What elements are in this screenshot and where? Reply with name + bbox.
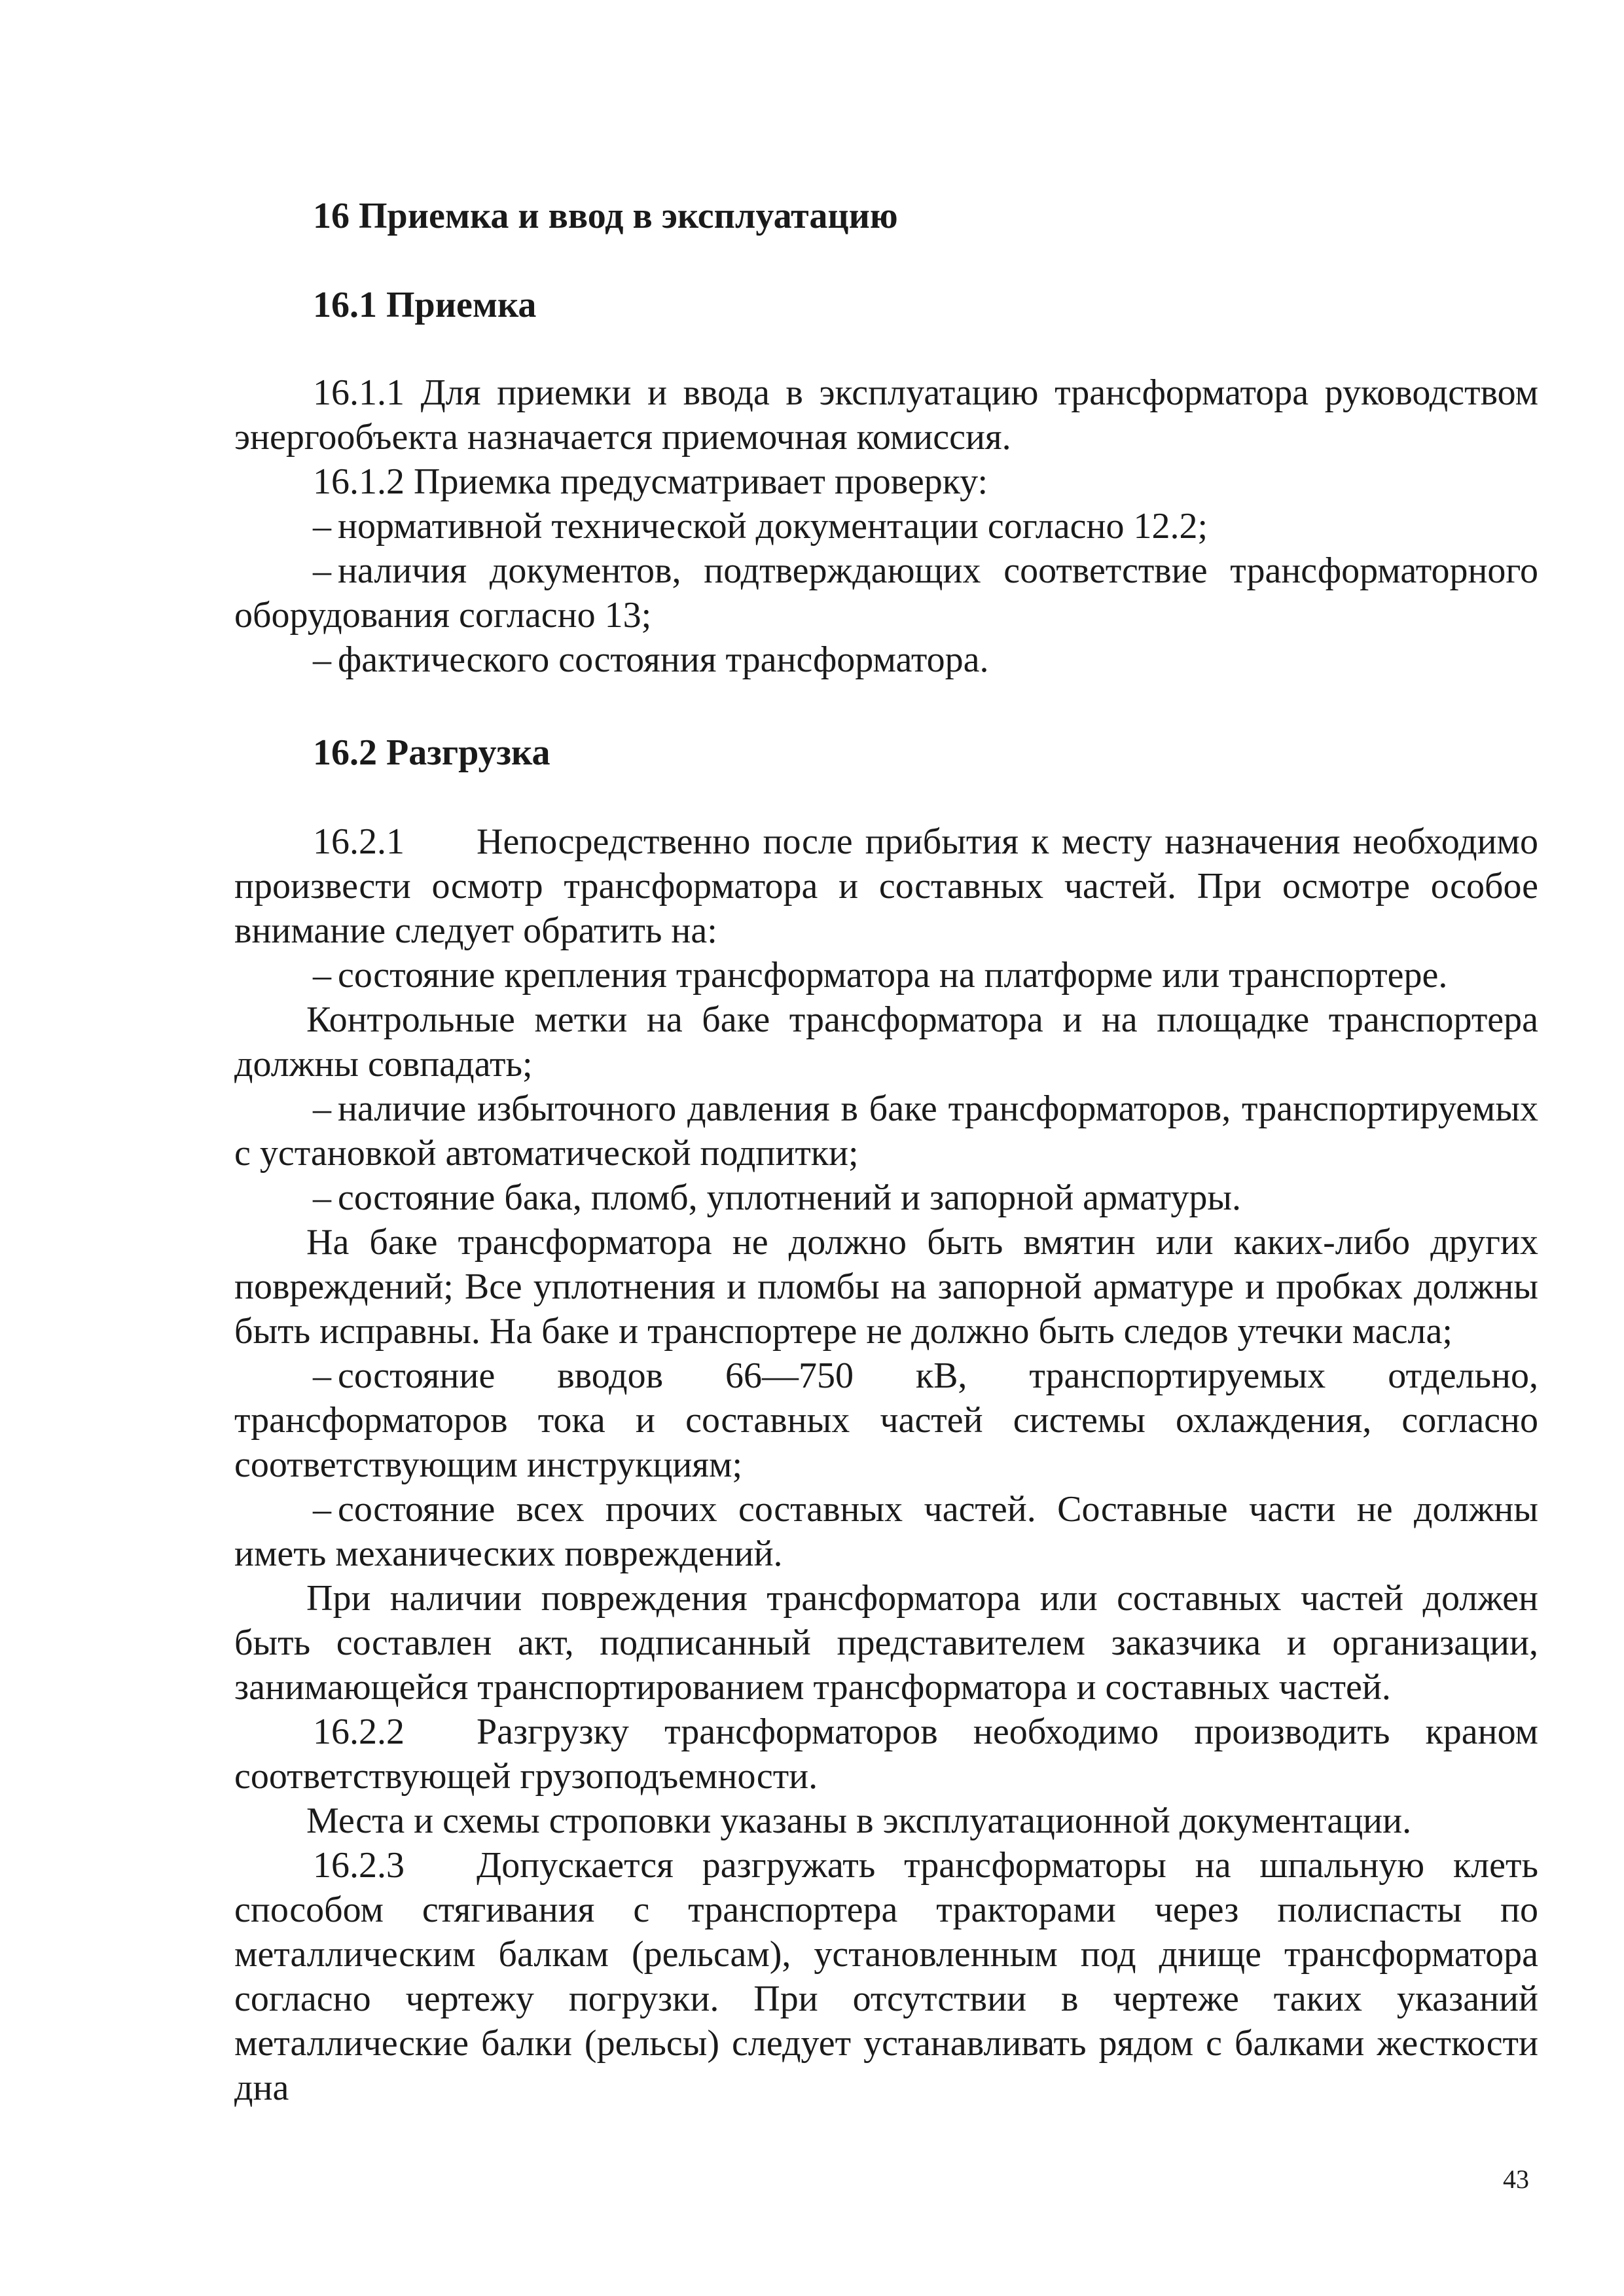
list-item xyxy=(234,1487,1538,1576)
list-item xyxy=(234,504,1538,548)
paragraph: При наличии повреждения трансформатора или составных частей должен быть составлен акт, подписанный представителем заказчика и организации, занимающейся транспортированием трансформатора и составных частей. xyxy=(234,1578,1538,1708)
paragraph: На баке трансформатора не должно быть вмятин или каких-либо других повреждений; Все уплотнения и пломбы на запорной арматуре и пробках должны быть исправны. На баке и транспортере не должно быть следов утечки масла; xyxy=(234,1222,1538,1352)
list-item xyxy=(234,548,1538,637)
section-heading: 16 Приемка и ввод в эксплуатацию xyxy=(313,196,898,236)
dash-marker: – xyxy=(313,639,331,680)
subsection-heading-unloading: 16.2 Разгрузка xyxy=(313,732,550,773)
list-item-text: фактического состояния трансформатора. xyxy=(338,639,989,680)
dash-marker: – xyxy=(313,550,331,591)
clause-number: 16.2.1 xyxy=(313,821,405,862)
dash-marker: – xyxy=(313,1088,331,1129)
list-item-text: состояние всех прочих составных частей. Составные части не должны иметь механических повреждений. xyxy=(234,1489,1538,1574)
paragraph-16-1-2 xyxy=(234,459,1538,504)
paragraph: Места и схемы строповки указаны в эксплуатационной документации. xyxy=(306,1801,1412,1841)
paragraph: Контрольные метки на баке трансформатора и на площадке транспортера должны совпадать; xyxy=(234,999,1538,1085)
list-item-text: состояние крепления трансформатора на платформе или транспортере. xyxy=(338,955,1448,996)
list-item xyxy=(234,1354,1538,1487)
paragraph-16-2-1 xyxy=(234,819,1538,953)
dash-marker: – xyxy=(313,506,331,547)
clause-text: Для приемки и ввода в эксплуатацию трансформатора руководством энергообъекта назначается приемочная комиссия. xyxy=(234,372,1539,457)
clause-text: Допускается разгружать трансформаторы на шпальную клеть способом стягивания с транспортера тракторами через полиспасты по металлическим балкам (рельсам), установленным под днище трансформатора согласно чертежу погрузки. При отсутствии в чертеже таких указаний металлические балки (рельсы) следует устанавливать рядом с балками жесткости дна xyxy=(234,1845,1538,2108)
clause-text: Разгрузку трансформаторов необходимо производить краном соответствующей грузоподъемности. xyxy=(234,1712,1538,1797)
list-item-text: нормативной технической документации согласно 12.2; xyxy=(338,506,1208,547)
subsection-heading-acceptance: 16.1 Приемка xyxy=(313,285,537,325)
acceptance-body xyxy=(234,370,1538,682)
clause-text: Приемка предусматривает проверку: xyxy=(414,461,988,502)
unloading-body xyxy=(234,819,1538,2110)
paragraph-16-2-2 xyxy=(234,1710,1538,1799)
list-item-text: наличие избыточного давления в баке трансформаторов, транспортируемых с установкой автоматической подпитки; xyxy=(234,1088,1538,1174)
dash-marker: – xyxy=(313,1355,331,1396)
clause-number: 16.2.2 xyxy=(313,1712,405,1752)
clause-number: 16.1.1 xyxy=(313,372,405,413)
list-item-text: состояние вводов 66—750 кВ, транспортируемых отдельно, трансформаторов тока и составных частей системы охлаждения, согласно соответствующим инструкциям; xyxy=(234,1355,1538,1485)
clause-number: 16.2.3 xyxy=(313,1845,405,1886)
list-item xyxy=(234,1086,1538,1175)
clause-text: Непосредственно после прибытия к месту назначения необходимо произвести осмотр трансформатора и составных частей. При осмотре особое внимание следует обратить на: xyxy=(234,821,1538,951)
list-item-text: наличия документов, подтверждающих соответствие трансформаторного оборудования согласно 13; xyxy=(234,550,1538,636)
page-number: 43 xyxy=(1503,2164,1529,2194)
list-item xyxy=(234,953,1538,997)
list-item xyxy=(234,637,1538,682)
list-item-text: состояние бака, пломб, уплотнений и запорной арматуры. xyxy=(338,1177,1241,1218)
dash-marker: – xyxy=(313,955,331,996)
paragraph-16-1-1 xyxy=(234,370,1538,459)
list-item xyxy=(234,1175,1538,1220)
paragraph-16-2-3 xyxy=(234,1843,1538,2110)
dash-marker: – xyxy=(313,1177,331,1218)
dash-marker: – xyxy=(313,1489,331,1530)
clause-number: 16.1.2 xyxy=(313,461,405,502)
